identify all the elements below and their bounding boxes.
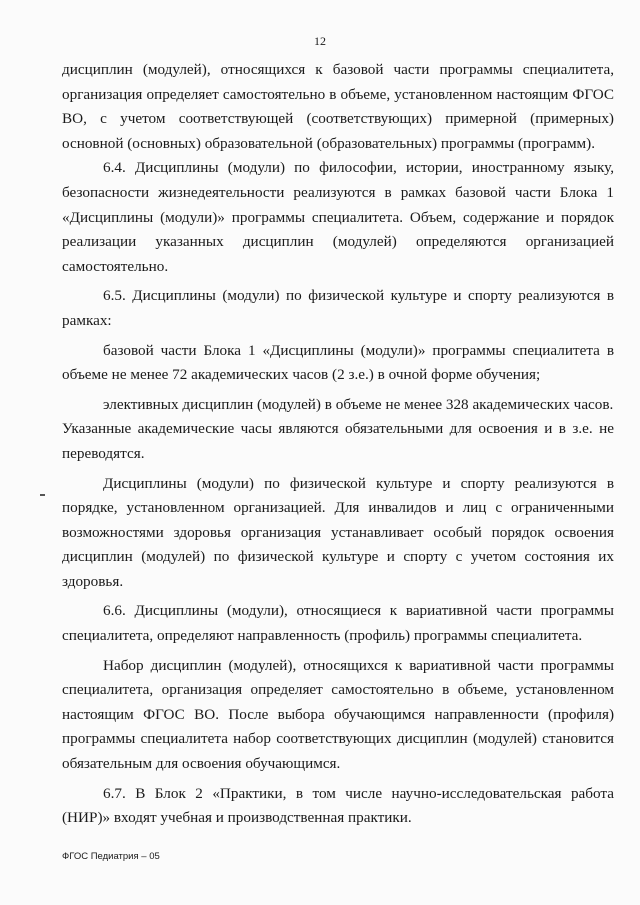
paragraph-hours-note: Указанные академические часы являются обязательными для освоения и в з.е. не переводятся. (62, 420, 614, 462)
scan-margin-mark (40, 494, 45, 496)
paragraph-6-5: 6.5. Дисциплины (модули) по физической культуре и спорту реализуются в рамках: (62, 287, 614, 329)
document-body (62, 58, 614, 831)
paragraph-6-5-elective: элективных дисциплин (модулей) в объеме не менее 328 академических часов. (103, 395, 614, 413)
paragraph-6-4: 6.4. Дисциплины (модули) по философии, истории, иностранному языку, безопасности жизнедеятельности реализуются в рамках базовой части Блока 1 «Дисциплины (модули)» программы специалитета. Объем, содержание и порядок реализации указанных дисциплин (модулей) определяются организацией самостоятельно. (62, 159, 614, 275)
paragraph-6-7: 6.7. В Блок 2 «Практики, в том числе научно-исследовательская работа (НИР)» входят учебная и производственная практики. (62, 784, 614, 827)
paragraph-6-5-basic-part: базовой части Блока 1 «Дисциплины (модули)» программы специалитета в объеме не менее 72 академических часов (2 з.е.) в очной форме обучения; (62, 341, 614, 384)
paragraph-variative-set: Набор дисциплин (модулей), относящихся к вариативной части программы специалитета, организация определяет самостоятельно в объеме, установленном настоящим ФГОС ВО. После выбора обучающимся направленности (профиля) программы специалитета набор соответствующих дисциплин (модулей) становится обязательным для освоения обучающимся. (62, 656, 614, 773)
paragraph-6-6: 6.6. Дисциплины (модули), относящиеся к вариативной части программы специалитета, определяют направленность (профиль) программы специалитета. (62, 602, 614, 645)
page-number: 12 (314, 34, 326, 48)
paragraph-continuation: дисциплин (модулей), относящихся к базовой части программы специалитета, организация определяет самостоятельно в объеме, установленном настоящим ФГОС ВО, с учетом соответствующей (соответствующих) примерной (примерных) основной (основных) образовательной (образовательных) программы (программ). (62, 61, 614, 152)
footer-note: ФГОС Педиатрия – 05 (62, 851, 160, 862)
paragraph-physical-culture-order: Дисциплины (модули) по физической культуре и спорту реализуются в порядке, установленном организацией. Для инвалидов и лиц с ограниченными возможностями здоровья организация устанавливает особый порядок освоения дисциплин (модулей) по физической культуре и спорту с учетом состояния их здоровья. (62, 474, 614, 590)
